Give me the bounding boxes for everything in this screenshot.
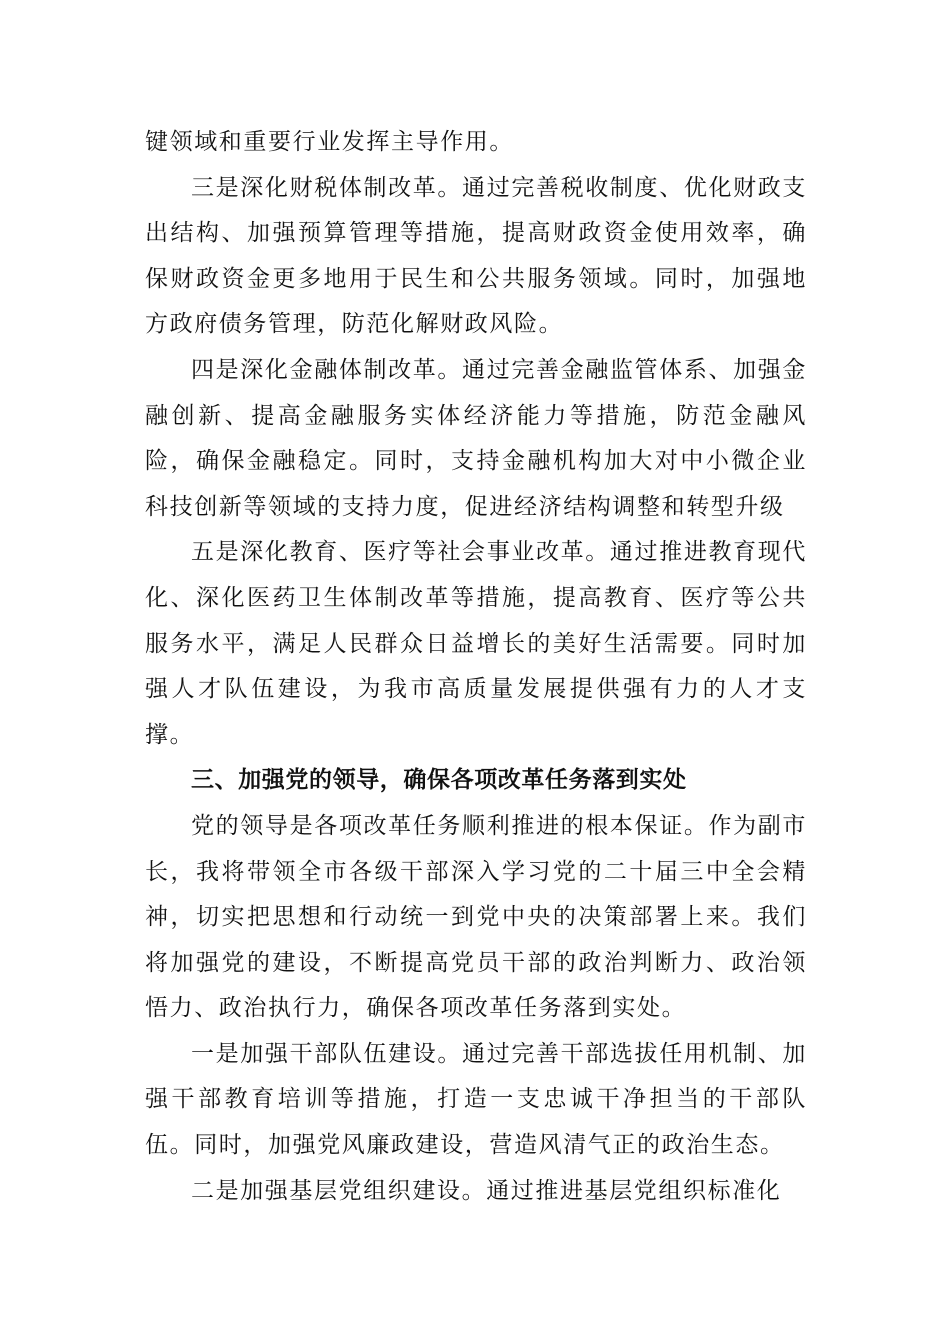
paragraph-fiscal-reform: 三是深化财税体制改革。通过完善税收制度、优化财政支出结构、加强预算管理等措施，提高财政资金使用效率，确保财政资金更多地用于民生和公共服务领域。同时，加强地方政府债务管理，防范化解财政风险。	[145, 174, 807, 338]
paragraph-grassroots-party: 二是加强基层党组织建设。通过推进基层党组织标准化	[191, 1177, 782, 1204]
paragraph-party-leadership: 党的领导是各项改革任务顺利推进的根本保证。作为副市长，我将带领全市各级干部深入学习党的二十届三中全会精神，切实把思想和行动统一到党中央的决策部署上来。我们将加强党的建设，不断提高党员干部的政治判断力、政治领悟力、政治执行力，确保各项改革任务落到实处。	[145, 812, 807, 1022]
paragraph-financial-reform: 四是深化金融体制改革。通过完善金融监管体系、加强金融创新、提高金融服务实体经济能力等措施，防范金融风险，确保金融稳定。同时，支持金融机构加大对中小微企业科技创新等领域的支持力度，促进经济结构调整和转型升级	[145, 356, 807, 520]
document-page	[145, 120, 807, 1214]
paragraph-continued: 键领域和重要行业发挥主导作用。	[145, 129, 514, 155]
section-heading: 三、加强党的领导，确保各项改革任务落到实处	[191, 767, 687, 794]
paragraph-cadre-team: 一是加强干部队伍建设。通过完善干部选拔任用机制、加强干部教育培训等措施，打造一支忠诚干净担当的干部队伍。同时，加强党风廉政建设，营造风清气正的政治生态。	[145, 1040, 807, 1159]
paragraph-social-reform: 五是深化教育、医疗等社会事业改革。通过推进教育现代化、深化医药卫生体制改革等措施，提高教育、医疗等公共服务水平，满足人民群众日益增长的美好生活需要。同时加强人才队伍建设，为我市高质量发展提供强有力的人才支撑。	[145, 539, 807, 748]
